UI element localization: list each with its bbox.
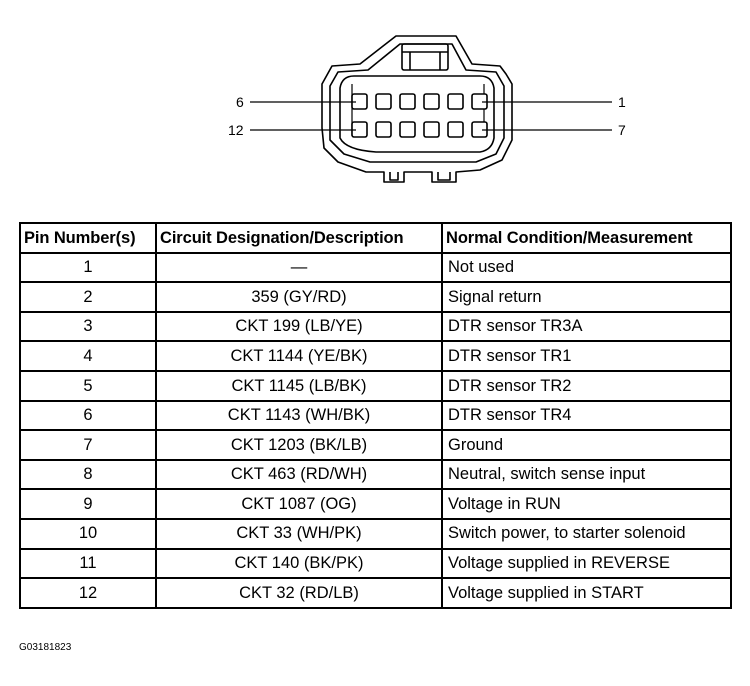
table-row [20,430,731,460]
condition-cell: DTR sensor TR3A [442,312,731,342]
header-pin-number: Pin Number(s) [20,223,156,253]
circuit-cell: — [156,253,442,283]
circuit-cell: CKT 33 (WH/PK) [156,519,442,549]
table-row [20,312,731,342]
pin-number-cell: 2 [20,282,156,312]
table-row [20,371,731,401]
table-row [20,578,731,608]
condition-cell: Ground [442,430,731,460]
circuit-cell: CKT 199 (LB/YE) [156,312,442,342]
pin-number-cell: 10 [20,519,156,549]
table-header-row [20,223,731,253]
pin-number-cell: 6 [20,401,156,431]
pin-number-cell: 5 [20,371,156,401]
table-row [20,253,731,283]
circuit-cell: CKT 1087 (OG) [156,489,442,519]
condition-cell: DTR sensor TR1 [442,341,731,371]
circuit-cell: CKT 1145 (LB/BK) [156,371,442,401]
circuit-cell: CKT 463 (RD/WH) [156,460,442,490]
condition-cell: DTR sensor TR4 [442,401,731,431]
pin-number-cell: 7 [20,430,156,460]
table-row [20,282,731,312]
connector-diagram [0,0,750,215]
circuit-cell: CKT 1143 (WH/BK) [156,401,442,431]
table-row [20,460,731,490]
pin-number-cell: 8 [20,460,156,490]
condition-cell: Signal return [442,282,731,312]
pin-number-cell: 1 [20,253,156,283]
condition-cell: Not used [442,253,731,283]
table-row [20,489,731,519]
condition-cell: Neutral, switch sense input [442,460,731,490]
pin-number-cell: 9 [20,489,156,519]
table-row [20,519,731,549]
circuit-cell: CKT 1203 (BK/LB) [156,430,442,460]
circuit-cell: CKT 32 (RD/LB) [156,578,442,608]
condition-cell: Voltage supplied in START [442,578,731,608]
pin-label-6: 6 [236,94,244,110]
connector-locking-tab [402,44,448,70]
pin-label-1: 1 [618,94,626,110]
header-condition: Normal Condition/Measurement [442,223,731,253]
pin-label-12: 12 [228,122,244,138]
figure-code: G03181823 [19,642,72,653]
table-row [20,341,731,371]
condition-cell: Switch power, to starter solenoid [442,519,731,549]
pin-number-cell: 3 [20,312,156,342]
circuit-cell: 359 (GY/RD) [156,282,442,312]
condition-cell: DTR sensor TR2 [442,371,731,401]
circuit-cell: CKT 1144 (YE/BK) [156,341,442,371]
table-row [20,549,731,579]
table-row [20,401,731,431]
pin-number-cell: 11 [20,549,156,579]
condition-cell: Voltage in RUN [442,489,731,519]
pin-table [19,222,732,609]
pin-number-cell: 12 [20,578,156,608]
connector-cavity-outline [340,76,494,152]
condition-cell: Voltage supplied in REVERSE [442,549,731,579]
pin-cavities [352,94,487,137]
pin-label-7: 7 [618,122,626,138]
circuit-cell: CKT 140 (BK/PK) [156,549,442,579]
pin-number-cell: 4 [20,341,156,371]
header-circuit: Circuit Designation/Description [156,223,442,253]
